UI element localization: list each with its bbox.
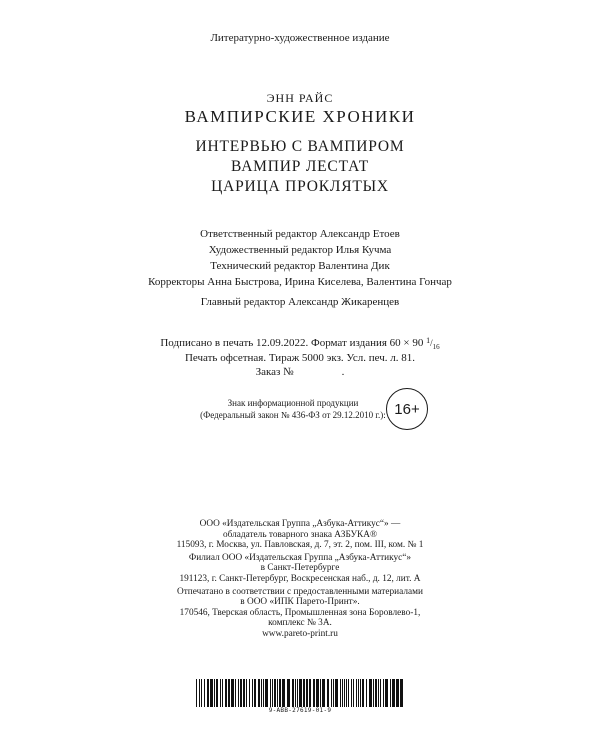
barcode-bar [295,679,296,707]
barcode-bar [252,679,253,707]
barcode-bar [320,679,321,707]
barcode-bar [360,679,361,707]
publisher-line: ООО «Издательская Группа „Азбука-Аттикус“» — [199,519,401,529]
barcode-bar [366,679,367,707]
barcode-bar [279,679,281,707]
barcode-bar [220,679,221,707]
barcode-bar [201,679,202,707]
age-rating: 16+ [394,400,420,418]
barcode-bar [369,679,372,707]
barcode-bar [210,679,213,707]
barcode-bar [335,679,338,707]
credit-line: Корректоры Анна Быстрова, Ирина Киселева, Валентина Гончар [148,276,452,288]
age-rating-badge [386,388,428,430]
barcode-bar [340,679,341,707]
barcode-bar [333,679,334,707]
barcode-number: 9-ABB-27619-01-9 [268,707,332,714]
credit-line: Технический редактор Валентина Дик [210,260,390,272]
barcode-bar [375,679,377,707]
barcode-bar [313,679,315,707]
barcode-bar [362,679,364,707]
credit-line: Ответственный редактор Александр Етоев [200,228,400,240]
barcode-bar [214,679,215,707]
barcode-bar [225,679,227,707]
barcode-bar [204,679,205,707]
book-titles [0,137,600,197]
publisher-line: Филиал ООО «Издательская Группа „Азбука-Аттикус“» [188,552,412,563]
barcode-bar [380,679,381,707]
format-numerator: 1 [426,336,431,345]
book-title: ЦАРИЦА ПРОКЛЯТЫХ [211,178,389,195]
barcode-bar [274,679,276,707]
barcode-bar [346,679,347,707]
barcode-bar [196,679,197,707]
barcode-bar [246,679,247,707]
barcode-bar [249,679,250,707]
info-sign-label: Знак информационной продукции [227,398,359,408]
edition-type: Литературно-художественное издание [210,32,390,44]
barcode-bar [309,679,311,707]
publisher-branch [0,553,600,585]
printer-line: 170546, Тверская область, Промышленная зона Боровлево-1, [179,607,421,618]
barcode-bar [231,679,234,707]
barcode-bar [342,679,343,707]
signed-line [0,336,600,351]
printer-info [0,587,600,640]
barcode [196,679,404,707]
printer-line: www.pareto-print.ru [262,628,338,639]
book-title: ВАМПИР ЛЕСТАТ [231,158,369,175]
barcode-bar [265,679,268,707]
barcode-bar [216,679,218,707]
barcode-bar [222,679,223,707]
barcode-bar [282,679,285,707]
imprint-block [0,336,600,379]
book-title: ИНТЕРВЬЮ С ВАМПИРОМ [195,138,405,155]
print-line: Печать офсетная. Тираж 5000 экз. Усл. печ. л. 81. [184,352,416,364]
barcode-bar [254,679,256,707]
barcode-bar [240,679,242,707]
author-name: ЭНН РАЙС [266,91,334,105]
barcode-bar [287,679,290,707]
printer-line: комплекс № 3А. [268,618,332,629]
barcode-bar [385,679,388,707]
barcode-bar [396,679,399,707]
barcode-bar [373,679,374,707]
barcode-bar [378,679,379,707]
barcode-bar [392,679,395,707]
barcode-bar [327,679,329,707]
barcode-bar [207,679,209,707]
barcode-bar [356,679,357,707]
barcode-bar [400,679,403,707]
barcode-bar [316,679,319,707]
publisher-main [0,519,600,551]
barcode-bar [390,679,391,707]
barcode-bar [277,679,278,707]
barcode-bar [258,679,260,707]
signed-text: Подписано в печать 12.09.2022. Формат издания 60 × 90 [160,337,427,349]
format-fraction: $^1/_{16}$ [426,336,440,351]
barcode-bar [297,679,298,707]
publisher-line: 115093, г. Москва, ул. Павловская, д. 7, эт. 2, пом. III, ком. № 1 [176,540,424,551]
barcode-bar [263,679,264,707]
chief-editor: Главный редактор Александр Жикаренцев [200,296,400,308]
printer-line: в ООО «ИПК Парето-Принт». [240,597,360,608]
info-sign-law: (Федеральный закон № 436-ФЗ от 29.12.2010 г.): [200,410,386,420]
publisher-block [0,519,600,642]
barcode-bar [322,679,325,707]
info-product-sign [178,397,408,421]
credits-block [0,226,600,310]
publisher-line: в Санкт-Петербурге [260,563,340,574]
barcode-bar [358,679,359,707]
order-label: Заказ № [255,366,294,378]
order-line [0,365,600,379]
barcode-bar [351,679,352,707]
barcode-bar [344,679,345,707]
barcode-bar [228,679,230,707]
barcode-bar [299,679,302,707]
publisher-line: обладатель товарного знака АЗБУКА® [222,529,378,540]
barcode-bar [292,679,294,707]
barcode-bar [261,679,262,707]
credit-line: Художественный редактор Илья Кучма [208,244,392,256]
barcode-bar [383,679,384,707]
barcode-bar [331,679,332,707]
printer-line: Отпечатано в соответствии с предоставленными материалами [177,586,423,597]
publisher-line: 191123, г. Санкт-Петербург, Воскресенская наб., д. 12, лит. А [179,573,421,584]
barcode-bar [303,679,305,707]
barcode-bar [199,679,200,707]
barcode-bar [238,679,239,707]
barcode-bar [353,679,354,707]
barcode-bar [272,679,273,707]
barcode-bar [243,679,245,707]
order-end: . [341,366,345,378]
barcode-bar [235,679,236,707]
barcode-bar [270,679,271,707]
barcode-bar [348,679,349,707]
format-denominator: 16 [432,343,440,351]
series-title: ВАМПИРСКИЕ ХРОНИКИ [184,107,416,126]
barcode-bar [306,679,308,707]
